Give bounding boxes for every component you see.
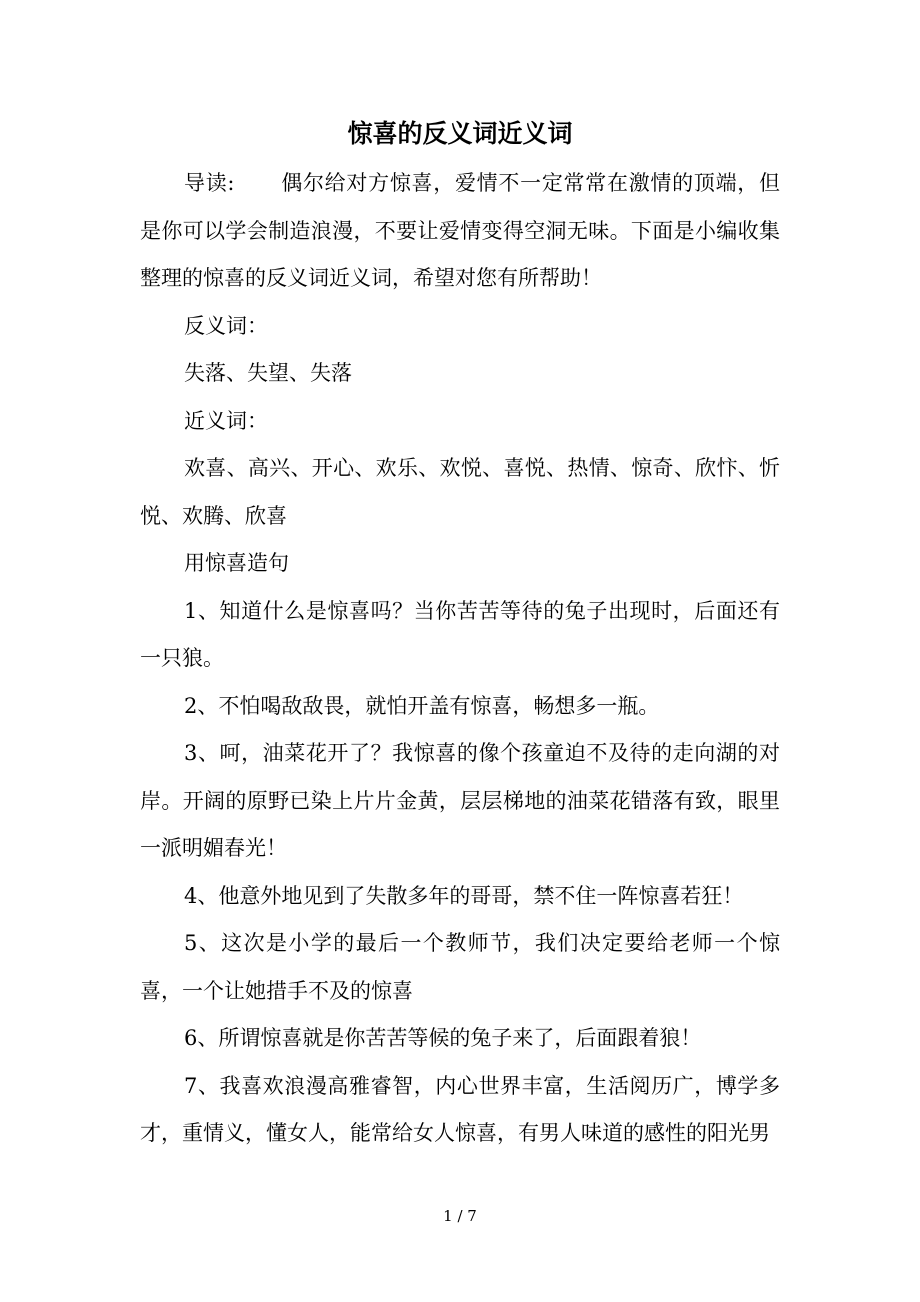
intro-paragraph <box>140 160 780 303</box>
example-sentence-4: 4、他意外地见到了失散多年的哥哥，禁不住一阵惊喜若狂！ <box>184 883 744 908</box>
antonym-heading: 反义词： <box>184 313 268 338</box>
page-number: 1 / 7 <box>443 1207 477 1225</box>
example-sentence-7: 7、我喜欢浪漫高雅睿智，内心世界丰富，生活阅历广，博学多才，重情义，懂女人，能常给女人惊喜，有男人味道的感性的阳光男 <box>140 1073 780 1145</box>
synonym-list: 欢喜、高兴、开心、欢乐、欢悦、喜悦、热情、惊奇、欣忭、忻悦、欢腾、欣喜 <box>140 456 780 528</box>
synonym-heading: 近义词： <box>184 408 268 433</box>
intro-label: 导读: <box>184 171 235 195</box>
example-sentence-1: 1、知道什么是惊喜吗？当你苦苦等待的兔子出现时，后面还有一只狼。 <box>140 598 780 670</box>
example-sentence-3: 3、呵，油菜花开了？我惊喜的像个孩童迫不及待的走向湖的对岸。开阔的原野已染上片片金黄，层层梯地的油菜花错落有致，眼里一派明媚春光！ <box>140 741 780 860</box>
sentence-heading: 用惊喜造句 <box>184 551 289 575</box>
document-body <box>140 160 780 1158</box>
example-sentence-2: 2、不怕喝敌敌畏，就怕开盖有惊喜，畅想多一瓶。 <box>184 693 660 718</box>
document-title: 惊喜的反义词近义词 <box>347 119 573 148</box>
example-sentence-6: 6、所谓惊喜就是你苦苦等候的兔子来了，后面跟着狼！ <box>184 1026 702 1050</box>
antonym-list: 失落、失望、失落 <box>184 361 352 385</box>
intro-text: 偶尔给对方惊喜，爱情不一定常常在激情的顶端，但是你可以学会制造浪漫，不要让爱情变得空洞无味。下面是小编收集整理的惊喜的反义词近义词，希望对您有所帮助！ <box>140 171 781 290</box>
example-sentence-5: 5、这次是小学的最后一个教师节，我们决定要给老师一个惊喜，一个让她措手不及的惊喜 <box>140 931 780 1003</box>
